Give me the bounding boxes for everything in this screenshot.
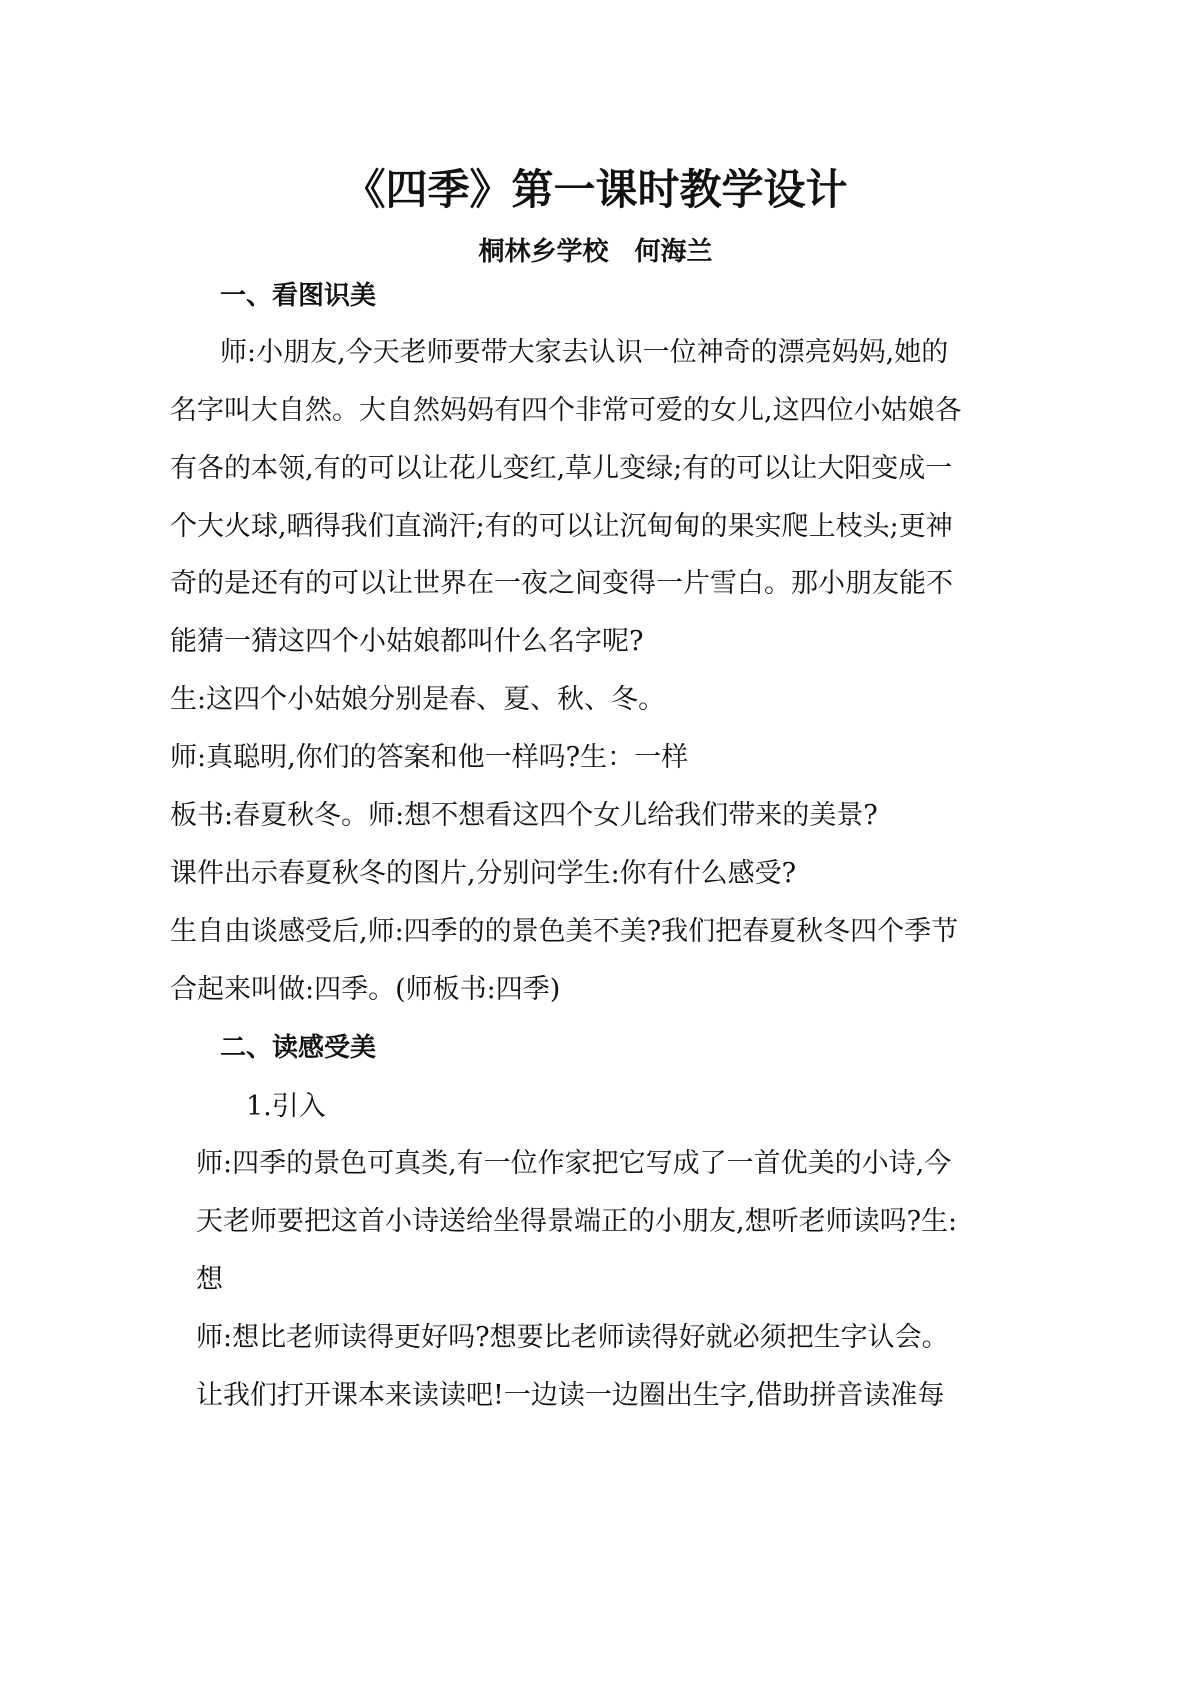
document-title: 《四季》第一课时教学设计 — [343, 165, 848, 214]
paragraph-line: 生:这四个小姑娘分别是春、夏、秋、冬。 — [170, 684, 666, 715]
paragraph-line: 想 — [196, 1264, 223, 1295]
subsection-heading: 1.引入 — [246, 1091, 326, 1122]
paragraph-line: 师:小朋友,今天老师要带大家去认识一位神奇的漂亮妈妈,她的 — [220, 337, 949, 368]
paragraph-line: 师:真聪明,你们的答案和他一样吗?生：一样 — [170, 742, 689, 773]
paragraph-line: 让我们打开课本来读读吧!一边读一边圈出生字,借助拼音读准每 — [196, 1380, 945, 1411]
paragraph-line: 板书:春夏秋冬。师:想不想看这四个女儿给我们带来的美景? — [170, 800, 878, 831]
paragraph-line: 能猜一猜这四个小姑娘都叫什么名字呢? — [170, 626, 644, 657]
paragraph-line: 个大火球,晒得我们直淌汗;有的可以让沉甸甸的果实爬上枝头;更神 — [170, 511, 953, 542]
section2-heading: 二、读感受美 — [220, 1033, 377, 1063]
paragraph-line: 师:想比老师读得更好吗?想要比老师读得好就必须把生字认会。 — [196, 1322, 949, 1353]
document-author: 桐林乡学校 何海兰 — [478, 237, 713, 267]
paragraph-line: 有各的本领,有的可以让花儿变红,草儿变绿;有的可以让大阳变成一 — [170, 453, 953, 484]
paragraph-line: 课件出示春夏秋冬的图片,分别问学生:你有什么感受? — [170, 858, 797, 889]
paragraph-line: 合起来叫做:四季。(师板书:四季) — [170, 974, 561, 1005]
section1-heading: 一、看图识美 — [220, 281, 377, 311]
paragraph-line: 生自由谈感受后,师:四季的的景色美不美?我们把春夏秋冬四个季节 — [170, 916, 959, 947]
paragraph-line: 名字叫大自然。大自然妈妈有四个非常可爱的女儿,这四位小姑娘各 — [170, 395, 962, 426]
paragraph-line: 奇的是还有的可以让世界在一夜之间变得一片雪白。那小朋友能不 — [170, 568, 953, 599]
paragraph-line: 天老师要把这首小诗送给坐得景端正的小朋友,想听老师读吗?生: — [196, 1206, 958, 1237]
paragraph-line: 师:四季的景色可真类,有一位作家把它写成了一首优美的小诗,今 — [196, 1148, 952, 1179]
